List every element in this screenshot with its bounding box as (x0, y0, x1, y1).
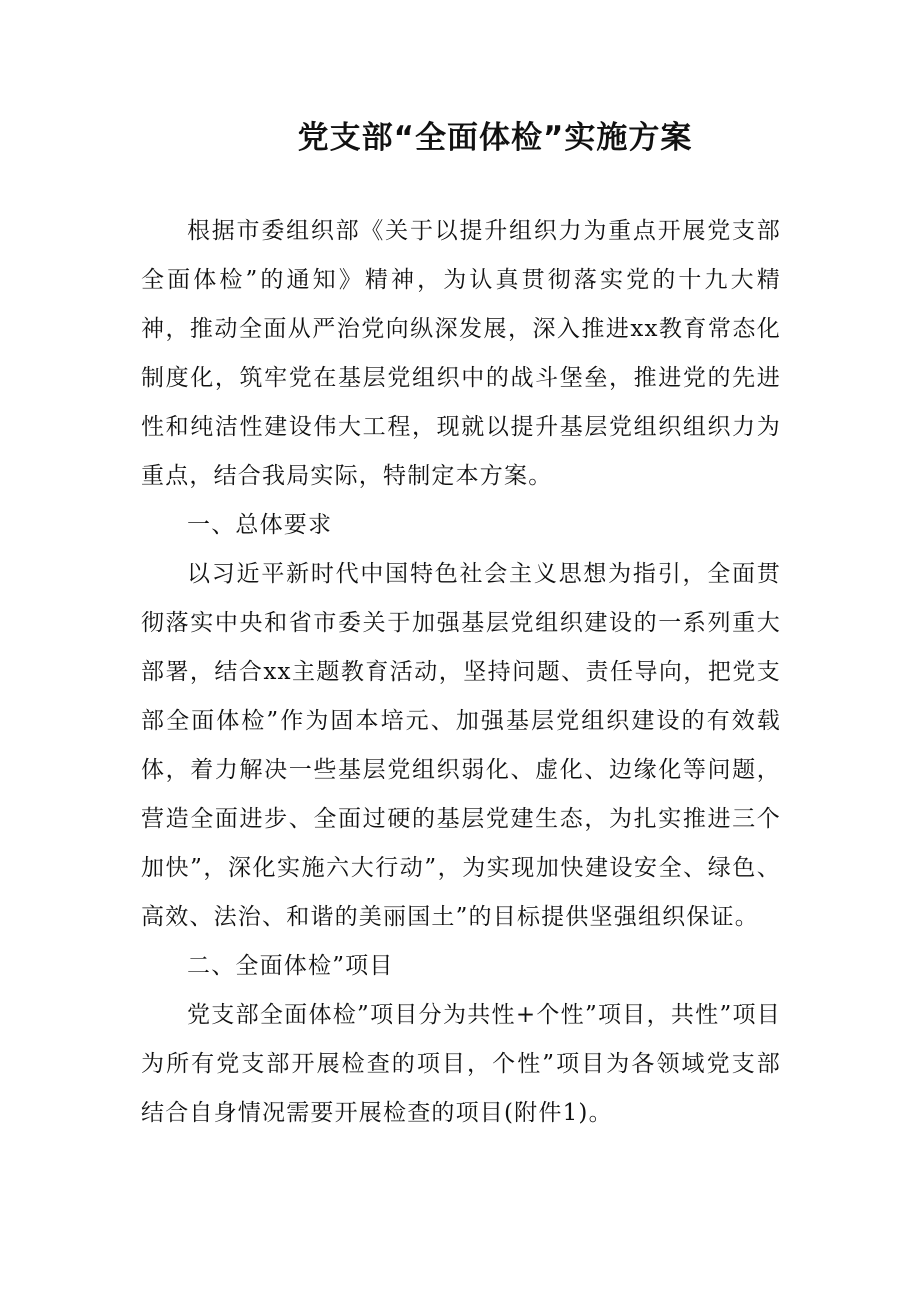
section-heading-general-requirements: 一、总体要求 (187, 512, 333, 538)
section-heading-checkup-items: 二、全面体检”项目 (187, 953, 394, 979)
checkup-items-paragraph: 党支部全面体检”项目分为共性+个性”项目，共性”项目为所有党支部开展检查的项目，个性”项目为各领域党支部结合自身情况需要开展检查的项目(附件1)。 (141, 1002, 781, 1126)
document-title: 党支部“全面体检”实施方案 (297, 120, 693, 156)
document-body (141, 207, 781, 1138)
intro-paragraph: 根据市委组织部《关于以提升组织力为重点开展党支部全面体检”的通知》精神，为认真贯彻落实党的十九大精神，推动全面从严治党向纵深发展，深入推进xx教育常态化制度化，筑牢党在基层党组织中的战斗堡垒，推进党的先进性和纯洁性建设伟大工程，现就以提升基层党组织组织力为重点，结合我局实际，特制定本方案。 (141, 218, 781, 489)
general-requirements-paragraph: 以习近平新时代中国特色社会主义思想为指引，全面贯彻落实中央和省市委关于加强基层党组织建设的一系列重大部署，结合xx主题教育活动，坚持问题、责任导向，把党支部全面体检”作为固本培元、加强基层党组织建设的有效载体，着力解决一些基层党组织弱化、虚化、边缘化等问题，营造全面进步、全面过硬的基层党建生态，为扎实推进三个加快”，深化实施六大行动”，为实现加快建设安全、绿色、高效、法治、和谐的美丽国土”的目标提供坚强组织保证。 (141, 561, 781, 930)
